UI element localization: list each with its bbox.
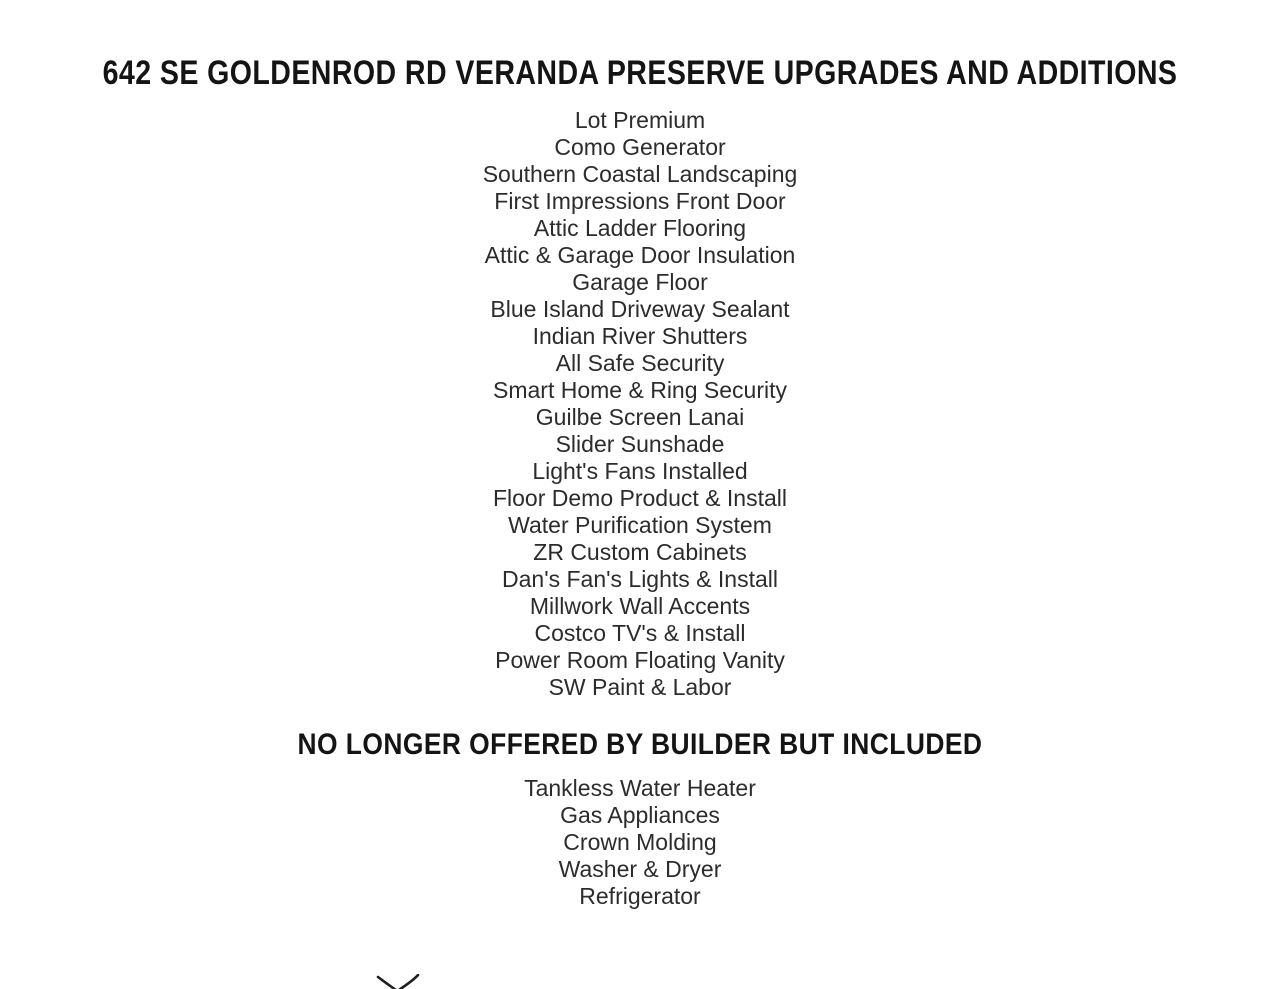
list-item: Millwork Wall Accents — [529, 593, 751, 619]
list-item: Slider Sunshade — [555, 431, 725, 457]
list-item: Attic Ladder Flooring — [533, 215, 747, 241]
list-item: Gas Appliances — [560, 802, 720, 828]
list-item: Refrigerator — [579, 883, 701, 909]
list-item: Indian River Shutters — [532, 323, 748, 349]
list-item: Floor Demo Product & Install — [492, 485, 787, 511]
list-item: First Impressions Front Door — [494, 188, 786, 214]
list-item: Light's Fans Installed — [532, 458, 748, 484]
list-item: Lot Premium — [574, 107, 706, 133]
list-item: Tankless Water Heater — [524, 775, 756, 801]
list-item: ZR Custom Cabinets — [533, 539, 747, 565]
list-item: Costco TV's & Install — [534, 620, 746, 646]
list-item: Attic & Garage Door Insulation — [484, 242, 796, 268]
list-item: Water Purification System — [508, 512, 772, 538]
list-item: Power Room Floating Vanity — [495, 647, 785, 673]
list-item: SW Paint & Labor — [548, 674, 732, 700]
list-item: Smart Home & Ring Security — [493, 377, 787, 403]
section-title-no-longer-offered: NO LONGER OFFERED BY BUILDER BUT INCLUDED — [297, 728, 983, 761]
list-item: Crown Molding — [563, 829, 717, 855]
list-item: Dan's Fan's Lights & Install — [502, 566, 778, 592]
list-item: Southern Coastal Landscaping — [482, 161, 798, 187]
list-item: Washer & Dryer — [558, 856, 722, 882]
included-list — [0, 775, 1280, 910]
upgrades-list — [0, 107, 1280, 701]
list-item: Garage Floor — [572, 269, 708, 295]
list-item: Como Generator — [554, 134, 726, 160]
handwritten-x-mark-icon — [372, 974, 424, 989]
list-item: Guilbe Screen Lanai — [535, 404, 745, 430]
list-item: Blue Island Driveway Sealant — [490, 296, 790, 322]
page-title: 642 SE GOLDENROD RD VERANDA PRESERVE UPGRADES AND ADDITIONS — [102, 54, 1178, 92]
list-item: All Safe Security — [555, 350, 725, 376]
